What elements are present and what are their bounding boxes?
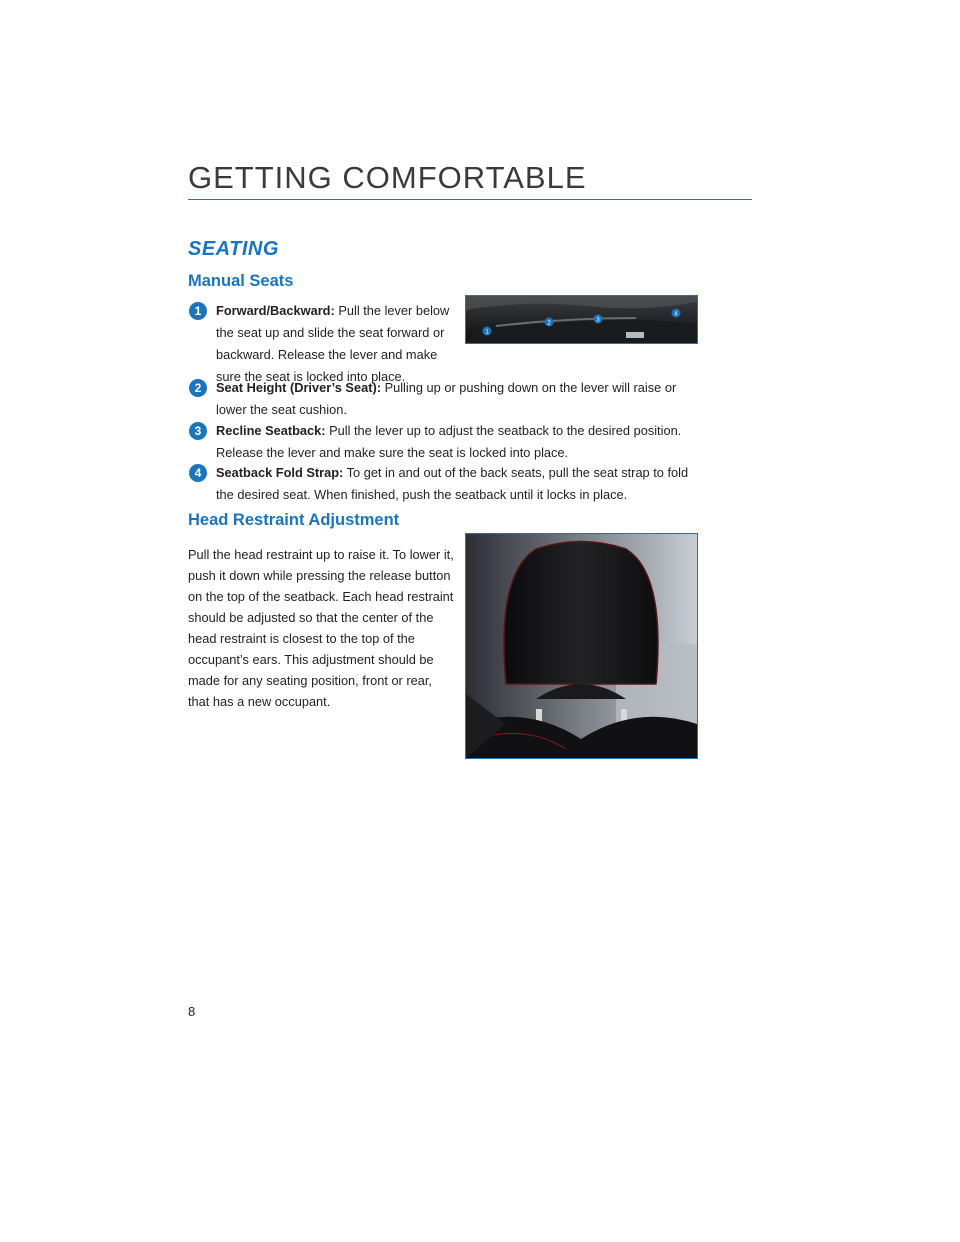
step-badge-4: 4: [189, 464, 207, 482]
item-label: Seatback Fold Strap:: [216, 465, 344, 480]
page-title: GETTING COMFORTABLE: [188, 160, 587, 195]
section-title: SEATING: [188, 238, 279, 260]
page-number: 8: [188, 1004, 196, 1019]
seat-levers-photo: [465, 295, 698, 344]
callout-1-icon: [483, 327, 492, 336]
svg-text:2: 2: [547, 320, 551, 327]
item-label: Forward/Backward:: [216, 303, 335, 318]
step-badge-3: 3: [189, 422, 207, 440]
head-restraint-paragraph: Pull the head restraint up to raise it. To lower it, push it down while pressing the release button on the top of the seatback. Each head restraint should be adjusted so that the center of the head restraint is closest to the top of the occupant’s ears. This adjustment should be made for any seating position, front or rear, that has a new occupant.: [188, 547, 454, 709]
callout-2-icon: [545, 318, 554, 327]
svg-text:3: 3: [596, 317, 600, 324]
item-label: Seat Height (Driver’s Seat):: [216, 380, 381, 395]
step-badge-1: 1: [189, 302, 207, 320]
item-label: Recline Seatback:: [216, 423, 326, 438]
list-item: Seatback Fold Strap: To get in and out of the back seats, pull the seat strap to fold the desired seat. When finished, push the seatback until it locks in place.: [216, 465, 689, 502]
manual-seats-heading: Manual Seats: [188, 272, 294, 290]
svg-text:4: 4: [674, 311, 678, 318]
callout-3-icon: [594, 315, 603, 324]
list-item: Forward/Backward: Pull the lever below the seat up and slide the seat forward or backward. Release the lever and make sure the seat is locked into place.: [216, 303, 450, 384]
title-divider: [188, 199, 752, 200]
list-item: Recline Seatback: Pull the lever up to adjust the seatback to the desired position. Release the lever and make sure the seat is locked into place.: [216, 423, 682, 460]
head-restraint-heading: Head Restraint Adjustment: [188, 511, 400, 529]
callout-4-icon: [672, 309, 681, 318]
svg-text:1: 1: [485, 329, 489, 336]
step-badge-2: 2: [189, 379, 207, 397]
head-restraint-photo: [465, 533, 698, 759]
list-item: Seat Height (Driver’s Seat): Pulling up or pushing down on the lever will raise or lower the seat cushion.: [216, 380, 677, 417]
